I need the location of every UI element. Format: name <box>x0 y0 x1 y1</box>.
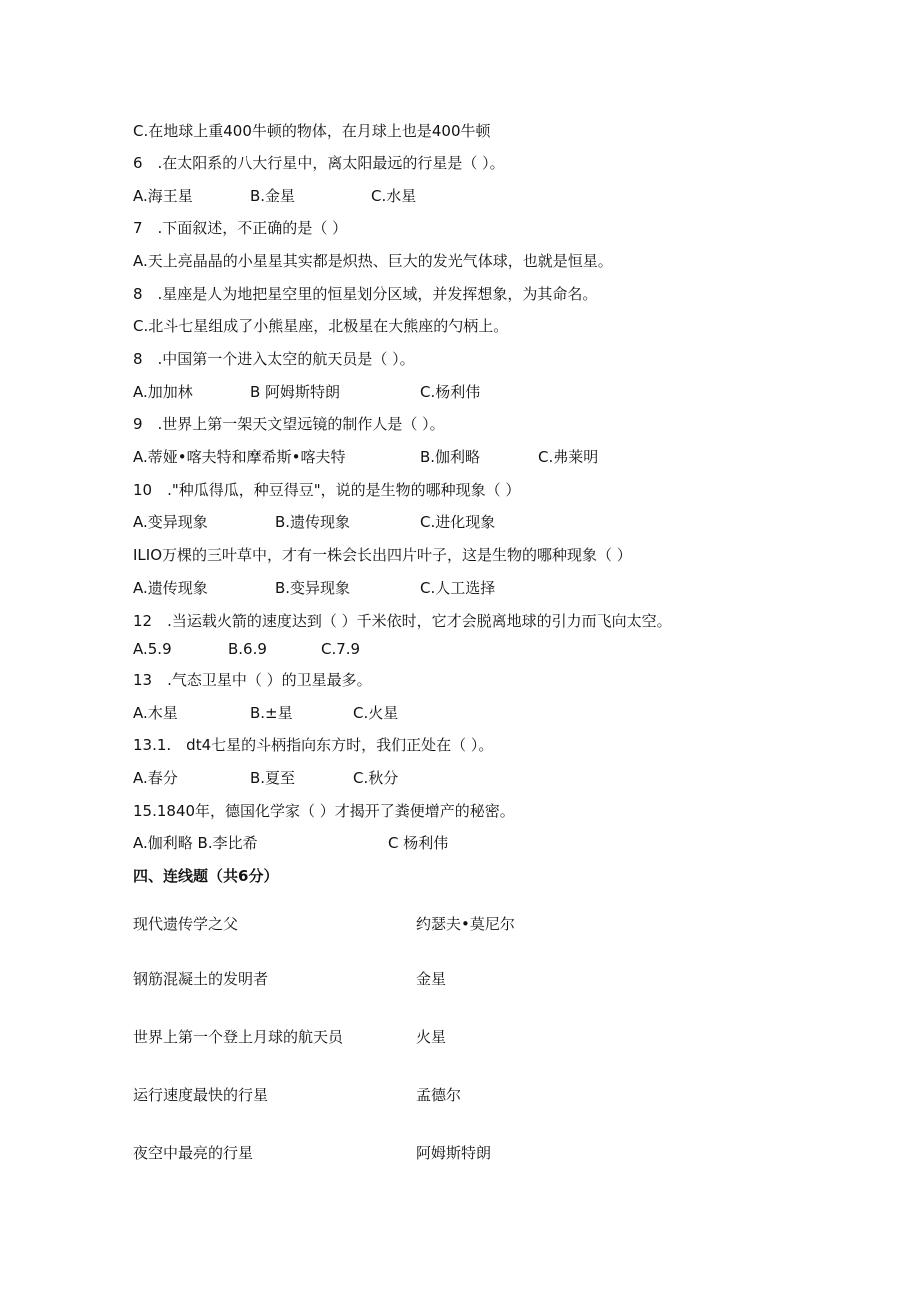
q7-stem: 7 .下面叙述，不正确的是（ ） <box>133 219 348 237</box>
match-right-item: 孟德尔 <box>416 1086 462 1104</box>
match-left-item: 世界上第一个登上月球的航天员 <box>133 1028 344 1046</box>
section-heading: 四、连线题（共6分） <box>133 867 279 885</box>
match-left-item: 钢筋混凝土的发明者 <box>133 970 269 988</box>
q9-option-b: B.伽利略 <box>420 448 481 466</box>
match-right-item: 金星 <box>416 970 447 988</box>
match-left-item: 夜空中最亮的行星 <box>133 1144 254 1162</box>
q10-stem: 10 ."种瓜得瓜，种豆得豆"，说的是生物的哪种现象（ ） <box>133 481 521 499</box>
q6-stem: 6 .在太阳系的八大行星中，离太阳最远的行星是（ ）。 <box>133 154 505 172</box>
q7-option-c: C.北斗七星组成了小熊星座，北极星在大熊座的勺柄上。 <box>133 317 509 335</box>
q6-option-c: C.水星 <box>371 187 417 205</box>
q11-option-a: A.遗传现象 <box>133 579 208 597</box>
match-right-item: 约瑟夫•莫尼尔 <box>416 915 515 933</box>
q6-option-b: B.金星 <box>250 187 296 205</box>
match-right-item: 火星 <box>416 1028 447 1046</box>
q10-option-a: A.变异现象 <box>133 513 208 531</box>
q9-stem: 9 .世界上第一架天文望远镜的制作人是（ ）。 <box>133 415 445 433</box>
q10-option-c: C.进化现象 <box>420 513 496 531</box>
q15-option-c: C 杨利伟 <box>388 834 449 852</box>
q12-option-c: C.7.9 <box>321 640 361 658</box>
q13-stem: 13 .气态卫星中（ ）的卫星最多。 <box>133 671 372 689</box>
q14-option-b: B.夏至 <box>250 769 296 787</box>
q10-option-b: B.遗传现象 <box>275 513 351 531</box>
q11-stem: ILIO万棵的三叶草中，才有一株会长出四片叶子，这是生物的哪种现象（ ） <box>133 546 632 564</box>
q5-option-c: C.在地球上重400牛顿的物体，在月球上也是400牛顿 <box>133 122 491 140</box>
q8-option-b: B 阿姆斯特朗 <box>250 383 341 401</box>
q14-option-a: A.春分 <box>133 769 178 787</box>
match-left-item: 运行速度最快的行星 <box>133 1086 269 1104</box>
q13-option-b: B.±星 <box>250 704 293 722</box>
q15-option-ab: A.伽利略 B.李比希 <box>133 834 258 852</box>
q11-option-b: B.变异现象 <box>275 579 351 597</box>
q8-option-c: C.杨利伟 <box>420 383 481 401</box>
q6-option-a: A.海王星 <box>133 187 193 205</box>
q9-option-a: A.蒂娅•喀夫特和摩希斯•喀夫特 <box>133 448 346 466</box>
q12-stem: 12 .当运载火箭的速度达到（ ）千米依时，它才会脱离地球的引力而飞向太空。 <box>133 612 672 630</box>
q14-option-c: C.秋分 <box>353 769 399 787</box>
match-right-item: 阿姆斯特朗 <box>416 1144 492 1162</box>
q12-option-a: A.5.9 <box>133 640 172 658</box>
q15-stem: 15.1840年，德国化学家（ ）才揭开了粪便增产的秘密。 <box>133 802 515 820</box>
q13-option-c: C.火星 <box>353 704 399 722</box>
q7-option-b: 8 .星座是人为地把星空里的恒星划分区域，并发挥想象，为其命名。 <box>133 285 598 303</box>
q13-option-a: A.木星 <box>133 704 178 722</box>
q9-option-c: C.弗莱明 <box>538 448 599 466</box>
q7-option-a: A.天上亮晶晶的小星星其实都是炽热、巨大的发光气体球，也就是恒星。 <box>133 252 613 270</box>
q8-stem: 8 .中国第一个进入太空的航天员是（ ）。 <box>133 350 415 368</box>
match-left-item: 现代遗传学之父 <box>133 915 239 933</box>
q14-stem: 13.1. dt4七星的斗柄指向东方时，我们正处在（ ）。 <box>133 736 494 754</box>
q8-option-a: A.加加林 <box>133 383 193 401</box>
q12-option-b: B.6.9 <box>228 640 267 658</box>
q11-option-c: C.人工选择 <box>420 579 496 597</box>
